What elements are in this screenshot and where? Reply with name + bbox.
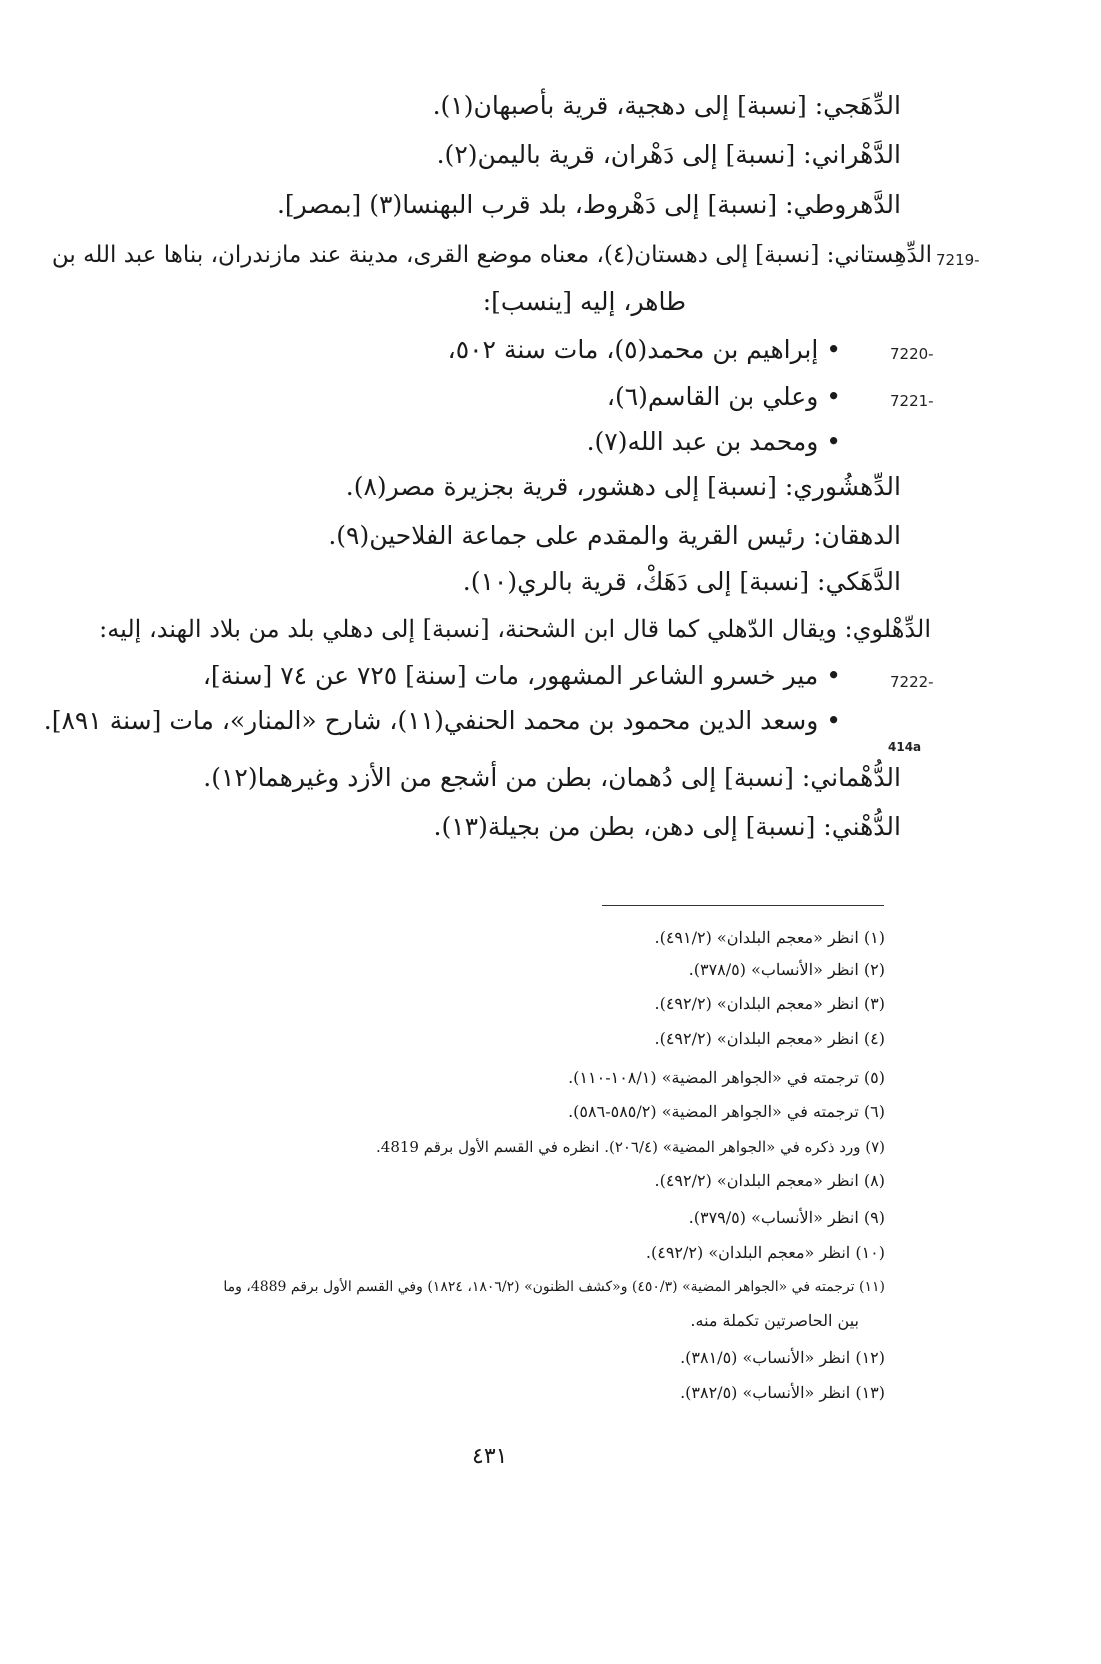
entry-line: الدِّهشُوري: [نسبة] إلى دهشور، قرية بجزيرة مصر(٨). xyxy=(345,472,901,501)
entry-number: 7220- xyxy=(890,345,934,363)
footnote: (٣) انظر «معجم البلدان» (٤٩٢/٢). xyxy=(654,994,885,1013)
entry-line: الدِّهْلوي: ويقال الدّهلي كما قال ابن الشحنة، [نسبة] إلى دهلي بلد من بلاد الهند، إليه: xyxy=(99,615,931,643)
footnote: (١) انظر «معجم البلدان» (٤٩١/٢). xyxy=(654,928,885,947)
entry-line: الدَّهروطي: [نسبة] إلى دَهْروط، بلد قرب البهنسا(٣) [بمصر]. xyxy=(276,190,901,219)
footnote: بين الحاصرتين تكملة منه. xyxy=(690,1311,859,1330)
entry-number: 7222- xyxy=(890,673,934,691)
footnote: (٤) انظر «معجم البلدان» (٤٩٢/٢). xyxy=(654,1029,885,1048)
entry-line: • ومحمد بن عبد الله(٧). xyxy=(586,427,841,456)
footnote: (١٢) انظر «الأنساب» (٣٨١/٥). xyxy=(680,1348,885,1367)
entry-line: الدُّهْماني: [نسبة] إلى دُهمان، بطن من أشجع من الأزد وغيرهما(١٢). xyxy=(203,763,901,792)
page-number: ٤٣١ xyxy=(472,1444,508,1469)
entry-line: • وسعد الدين محمود بن محمد الحنفي(١١)، شارح «المنار»، مات [سنة ٨٩١]. xyxy=(43,706,841,735)
entry-line: الدَّهْراني: [نسبة] إلى دَهْران، قرية باليمن(٢). xyxy=(436,140,901,169)
footnote: (٥) ترجمته في «الجواهر المضية» (١٠٨/١-١١٠). xyxy=(568,1068,885,1087)
entry-line: الدِّهَجي: [نسبة] إلى دهجية، قرية بأصبهان(١). xyxy=(432,91,901,120)
entry-number: 7219- xyxy=(936,251,980,269)
entry-line: الدَّهَكي: [نسبة] إلى دَهَكْ، قرية بالري(١٠). xyxy=(462,567,901,596)
entry-number: 7221- xyxy=(890,392,934,410)
entry-line: • وعلي بن القاسم(٦)، xyxy=(606,382,841,411)
entry-line: طاهر، إليه [ينسب]: xyxy=(482,287,686,316)
entry-line: • مير خسرو الشاعر المشهور، مات [سنة] ٧٢٥ عن ٧٤ [سنة]، xyxy=(202,661,841,690)
entry-line: الدِّهِستاني: [نسبة] إلى دهستان(٤)، معناه موضع القرى، مدينة عند مازندران، بناها عبد الله بن xyxy=(51,242,932,268)
margin-marker: 414a xyxy=(888,740,922,754)
footnote: (١٣) انظر «الأنساب» (٣٨٢/٥). xyxy=(680,1383,885,1402)
footnote: (٨) انظر «معجم البلدان» (٤٩٢/٢). xyxy=(654,1171,885,1190)
footnote: (٦) ترجمته في «الجواهر المضية» (٥٨٥/٢-٥٨٦). xyxy=(568,1102,885,1121)
footnote-separator xyxy=(602,905,884,906)
entry-line: • إبراهيم بن محمد(٥)، مات سنة ٥٠٢، xyxy=(447,335,841,364)
footnote: (٩) انظر «الأنساب» (٣٧٩/٥). xyxy=(688,1208,885,1227)
entry-line: الدُّهْني: [نسبة] إلى دهن، بطن من بجيلة(١٣). xyxy=(433,812,901,841)
footnote: (١٠) انظر «معجم البلدان» (٤٩٢/٢). xyxy=(645,1243,885,1262)
entry-line: الدهقان: رئيس القرية والمقدم على جماعة الفلاحين(٩). xyxy=(328,521,901,550)
footnote: (١١) ترجمته في «الجواهر المضية» (٤٥٠/٣) و«كشف الظنون» (١٨٠٦/٢، ١٨٢٤) وفي القسم الأول برقم 4889، وما xyxy=(223,1279,885,1295)
footnote: (٧) ورد ذكره في «الجواهر المضية» (٢٠٦/٤). انظره في القسم الأول برقم 4819. xyxy=(376,1138,885,1156)
footnote: (٢) انظر «الأنساب» (٣٧٨/٥). xyxy=(688,960,885,979)
